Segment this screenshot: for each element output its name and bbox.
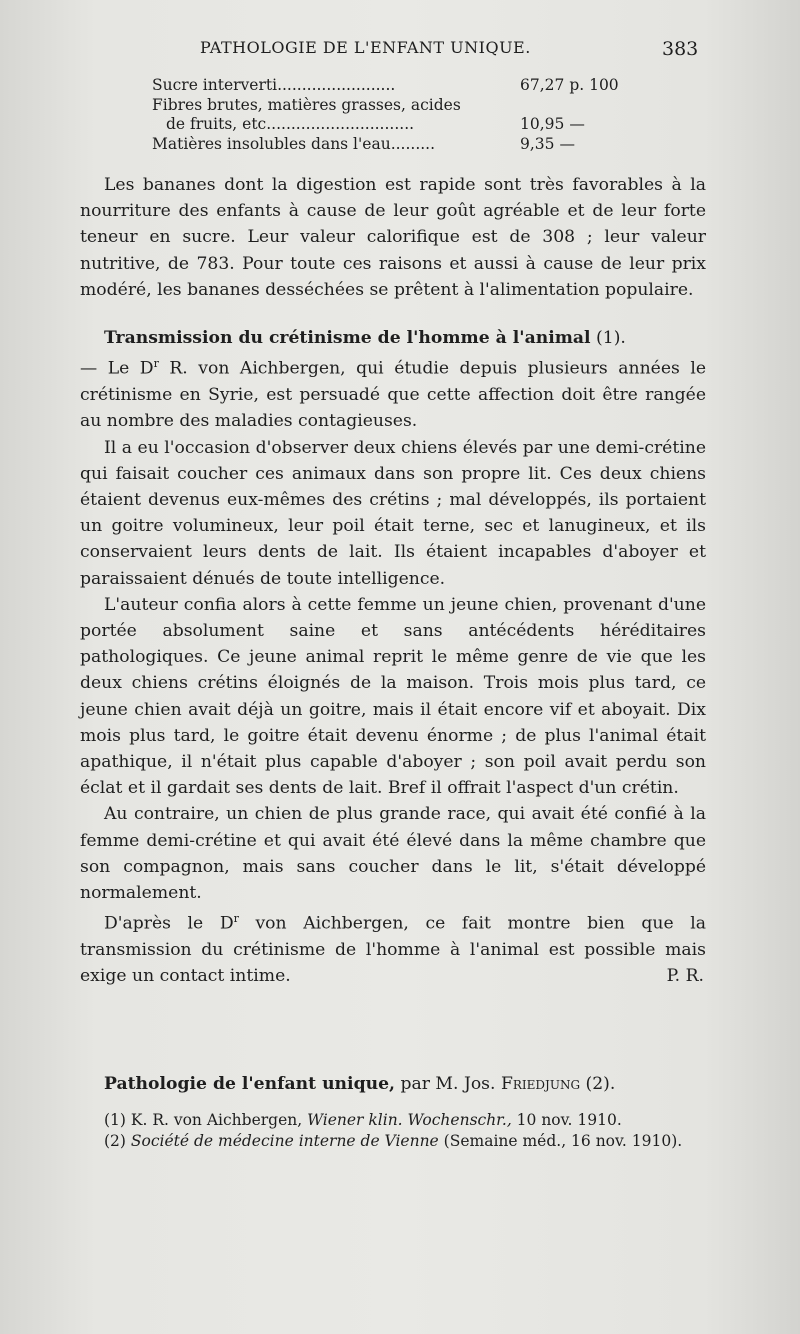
paragraph: Il a eu l'occasion d'observer deux chiens élevés par une demi-crétine qui faisait coucher ces animaux dans son propre lit. Ces deux chiens étaient devenus eux-mêmes des crétins ; mal développés, ils portaient un goitre volumineux, leur poil était terne, sec et lanugineux, et ils conservaient leurs dents de lait. Ils étaient incapables d'aboyer et paraissaient dénués de toute intelligence. — [80, 437, 706, 589]
paragraph: D'après le $D^r$ von Aichbergen, ce fait montre bien que la transmission du crétinisme de l'homme à l'animal est possible mais exige un contact intime. P. R. — [80, 906, 706, 989]
composition-table — [152, 76, 632, 154]
paragraph: — Le $D^r$ R. von Aichbergen, qui étudie depuis plusieurs années le crétinisme en Syrie, est persuadé que cette affection doit être rangée au nombre des maladies contagieuses. — [80, 357, 706, 432]
table-row: Fibres brutes, matières grasses, acides — [152, 95, 461, 114]
footnotes — [80, 1110, 706, 1152]
table-row: Sucre interverti........................ 67,27 p. 100 — [152, 76, 619, 94]
page-number: 383 — [662, 38, 699, 60]
signature: P. R. — [666, 966, 704, 987]
running-title: PATHOLOGIE DE L'ENFANT UNIQUE. — [200, 38, 531, 57]
article-2-title: Pathologie de l'enfant unique, par M. Jos. Friedjung (2). — [104, 1074, 616, 1094]
paragraph-bananas: Les bananes dont la digestion est rapide sont très favorables à la nourriture des enfants à cause de leur goût agréable et de leur forte teneur en sucre. Leur valeur calorifique est de 308 ; leur valeur nutritive, de 783. Pour toute ces raisons et aussi à cause de leur prix modéré, les bananes desséchées se prêtent à l'alimentation populaire. — [80, 175, 706, 300]
article-title: Transmission du crétinisme de l'homme à l'animal (1). — [104, 328, 626, 349]
table-row: Matières insolubles dans l'eau......... 9,35 — — [152, 134, 575, 153]
footnote: (2) Société de médecine interne de Vienne (Semaine méd., 16 nov. 1910). — [104, 1132, 683, 1150]
table-row: de fruits, etc.............................. 10,95 — — [166, 115, 585, 133]
paragraph: Au contraire, un chien de plus grande race, qui avait été confié à la femme demi-crétine et qui avait été élevé dans la même chambre que son compagnon, mais sans coucher dans le lit, s'était développé normalement. — [80, 804, 706, 904]
paragraph: L'auteur confia alors à cette femme un jeune chien, provenant d'une portée absolument saine et sans antécédents héréditaires pathologiques. Ce jeune animal reprit le même genre de vie que les deux chiens crétins éloignés de la maison. Trois mois plus tard, ce jeune chien avait déjà un goitre, mais il était encore vif et aboyait. Dix mois plus tard, le goitre était devenu énorme ; de plus l'animal était apathique, il n'était plus capable d'aboyer ; son poil avait perdu son éclat et il gardait ses dents de lait. Bref il offrait l'aspect d'un crétin. — [80, 594, 706, 799]
main-text — [80, 172, 706, 990]
footnote: (1) K. R. von Aichbergen, Wiener klin. Wochenschr., 10 nov. 1910. — [104, 1111, 622, 1129]
